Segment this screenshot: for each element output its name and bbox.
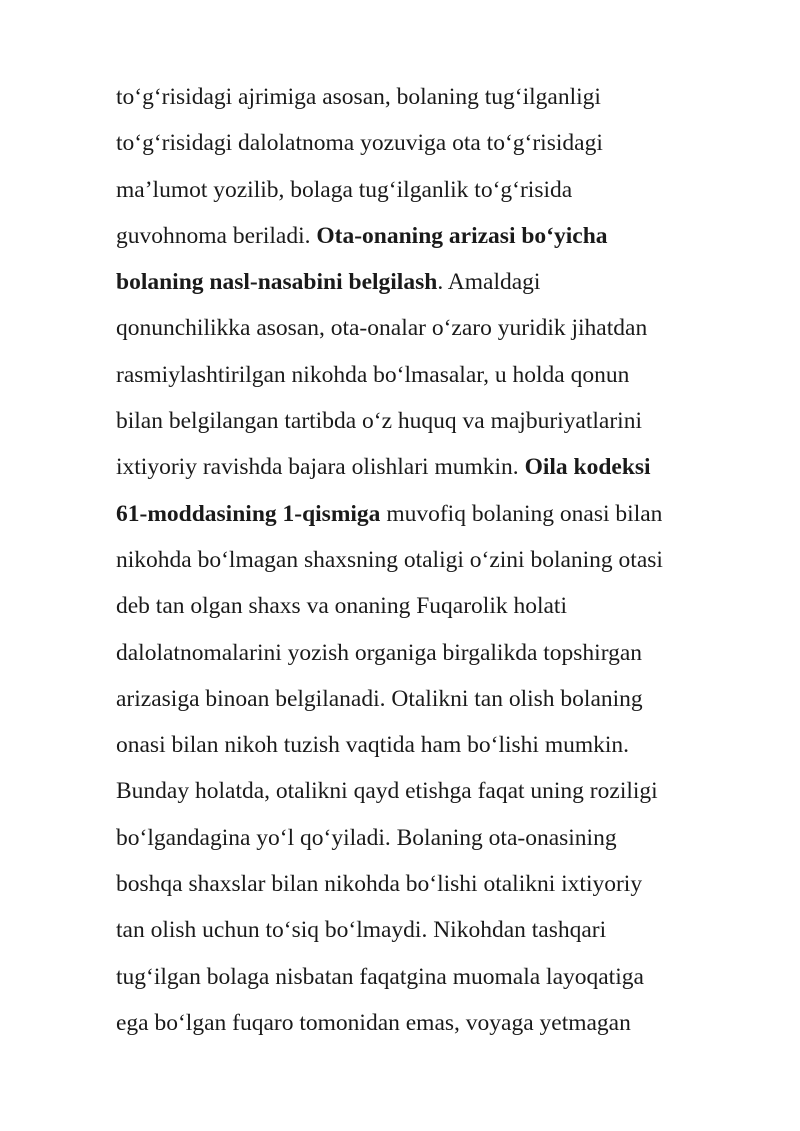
plain-text: guvohnoma beriladi.	[116, 222, 317, 249]
plain-text: muvofiq bolaning onasi bilan	[380, 500, 663, 527]
text-line: to‘g‘risidagi ajrimiga asosan, bolaning tug‘ilganligi	[116, 84, 601, 110]
text-line: dalolatnomalarini yozish organiga birgalikda topshirgan	[116, 639, 643, 666]
text-line	[116, 213, 756, 259]
bold-heading-text: Ota-onaning arizasi bo‘yicha	[316, 222, 608, 249]
text-line: tan olish uchun to‘siq bo‘lmaydi. Nikohdan tashqari	[116, 917, 607, 944]
body-text	[116, 74, 756, 1046]
text-line: bilan belgilangan tartibda o‘z huquq va majburiyatlarini	[116, 408, 642, 435]
text-line: Bunday holatda, otalikni qayd etishga faqat uning roziligi	[116, 778, 658, 805]
text-line: onasi bilan nikoh tuzish vaqtida ham bo‘lishi mumkin.	[116, 732, 630, 759]
text-line: rasmiylashtirilgan nikohda bo‘lmasalar, u holda qonun	[116, 361, 630, 388]
text-line: ega bo‘lgan fuqaro tomonidan emas, voyaga yetmagan	[116, 1009, 631, 1036]
text-line	[116, 444, 756, 490]
text-line: arizasiga binoan belgilanadi. Otalikni tan olish bolaning	[116, 685, 643, 712]
text-line: bo‘lgandagina yo‘l qo‘yiladi. Bolaning ota-onasining	[116, 824, 617, 851]
text-line: boshqa shaxslar bilan nikohda bo‘lishi otalikni ixtiyoriy	[116, 871, 643, 898]
text-line: nikohda bo‘lmagan shaxsning otaligi o‘zini bolaning otasi	[116, 546, 663, 573]
text-line: tug‘ilgan bolaga nisbatan faqatgina muomala layoqatiga	[116, 963, 644, 990]
text-line: deb tan olgan shaxs va onaning Fuqarolik holati	[116, 593, 567, 620]
plain-text: ixtiyoriy ravishda bajara olishlari mumkin.	[116, 454, 525, 481]
text-line: qonunchilikka asosan, ota-onalar o‘zaro yuridik jihatdan	[116, 315, 648, 342]
bold-reference-text: Oila kodeksi	[524, 454, 651, 481]
text-line	[116, 259, 756, 305]
plain-text: . Amaldagi	[437, 269, 541, 296]
bold-reference-text: 61-moddasining 1-qismiga	[116, 500, 381, 527]
bold-heading-text: bolaning nasl-nasabini belgilash	[116, 269, 438, 296]
text-line: to‘g‘risidagi dalolatnoma yozuviga ota to‘g‘risidagi	[116, 130, 603, 157]
text-line: ma’lumot yozilib, bolaga tug‘ilganlik to‘g‘risida	[116, 176, 573, 203]
text-line	[116, 491, 756, 537]
